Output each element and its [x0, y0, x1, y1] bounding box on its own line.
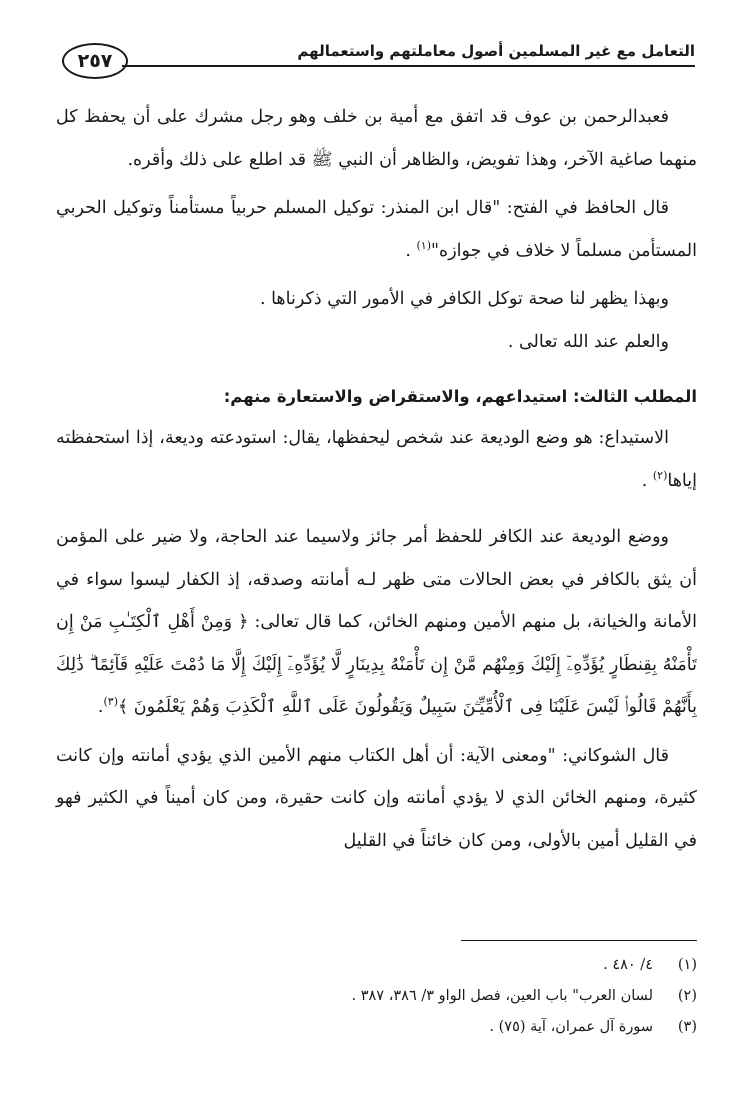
footnotes — [56, 950, 697, 1043]
paragraph-2 — [56, 187, 697, 272]
footnote-number: (٢) — [677, 988, 697, 1004]
paragraph-1: فعبدالرحمن بن عوف قد اتفق مع أمية بن خلف وهو رجل مشرك على أن يحفظ كل منهما صاغية الآخر، وهذا تفويض، والظاهر أن النبي ﷺ قد اطلع على ذلك وأقره. — [56, 107, 697, 170]
paragraph-2-text: قال الحافظ في الفتح: "قال ابن المنذر: توكيل المسلم حربياً مستأمناً وتوكيل الحربي المستأمن مسلماً لا خلاف في جوازه" — [56, 198, 697, 261]
footnote-number: (٣) — [677, 1019, 697, 1035]
running-header — [62, 38, 695, 82]
header-rule — [122, 65, 695, 67]
paragraph-6-text: ووضع الوديعة عند الكافر للحفظ أمر جائز ولاسيما عند الحاجة، ولا ضير على المؤمن أن يثق بالكافر في بعض الحالات متى ظهر لـه أمانته وصدقه، إذ الكفار ليسوا سواء في الأمانة والخيانة، بل منهم الأمين ومنهم الخائن، كما قال تعالى: — [56, 527, 698, 632]
paragraph-5-text: الاستيداع: هو وضع الوديعة عند شخص ليحفظها، يقال: استودعته وديعة، إذا استحفظته إياها — [56, 428, 697, 491]
main-text — [56, 96, 697, 862]
footnote-text: ٤/ ٤٨٠ . — [603, 957, 653, 973]
page-number: ٢٥٧ — [62, 43, 128, 79]
paragraph-5-end: . — [641, 470, 653, 491]
footnote-2 — [56, 981, 697, 1012]
running-header-title: التعامل مع غير المسلمين أصول معاملتهم واستعمالهم — [297, 42, 695, 60]
footnote-1 — [56, 950, 697, 981]
quran-verse-end: . — [97, 697, 104, 717]
paragraph-5 — [56, 417, 697, 502]
footnote-ref-1: (١) — [416, 238, 431, 252]
quran-verse: ﴿ وَمِنْ أَهْلِ ٱلْكِتَـٰبِ مَنْ إِن تَأْمَنْهُ بِقِنطَارٍ يُؤَدِّهِۦٓ إِلَيْكَ وَمِنْهُم مَّنْ إِن تَأْمَنْهُ بِدِينَارٍ لَّا يُؤَدِّهِۦٓ إِلَيْكَ إِلَّا مَا دُمْتَ عَلَيْهِ قَآئِمًا ۗ ذَٰلِكَ بِأَنَّهُمْ قَالُوا۟ لَيْسَ عَلَيْنَا فِى ٱلْأُمِّيِّـۧنَ سَبِيلٌ وَيَقُولُونَ عَلَى ٱللَّهِ ٱلْكَذِبَ وَهُمْ يَعْلَمُونَ ﴾ — [56, 612, 697, 717]
footnote-rule — [461, 940, 697, 941]
paragraph-3: وبهذا يظهر لنا صحة توكل الكافر في الأمور التي ذكرناها . — [259, 289, 669, 309]
paragraph-2-end: . — [405, 240, 417, 261]
footnote-text: سورة آل عمران، آية (٧٥) . — [489, 1019, 653, 1035]
paragraph-4: والعلم عند الله تعالى . — [507, 331, 669, 352]
footnote-text: لسان العرب" باب العين، فصل الواو ٣/ ٣٨٦، ٣٨٧ . — [351, 988, 653, 1004]
paragraph-6 — [56, 516, 697, 729]
paragraph-7: قال الشوكاني: "ومعنى الآية: أن أهل الكتاب منهم الأمين الذي يؤدي أمانته وإن كانت كثيرة، ومنهم الخائن الذي لا يؤدي أمانته وإن كانت حقيرة، ومن كان أميناً في الكثير فهو في القليل أمين بالأولى، ومن كان خائناً في القليل — [56, 745, 697, 851]
footnote-ref-2: (٢) — [652, 468, 668, 482]
section-heading: المطلب الثالث: استيداعهم، والاستقراض والاستعارة منهم: — [223, 387, 697, 406]
footnote-number: (١) — [677, 957, 697, 973]
footnote-ref-3: (٣) — [103, 695, 118, 709]
footnote-3 — [56, 1012, 697, 1043]
